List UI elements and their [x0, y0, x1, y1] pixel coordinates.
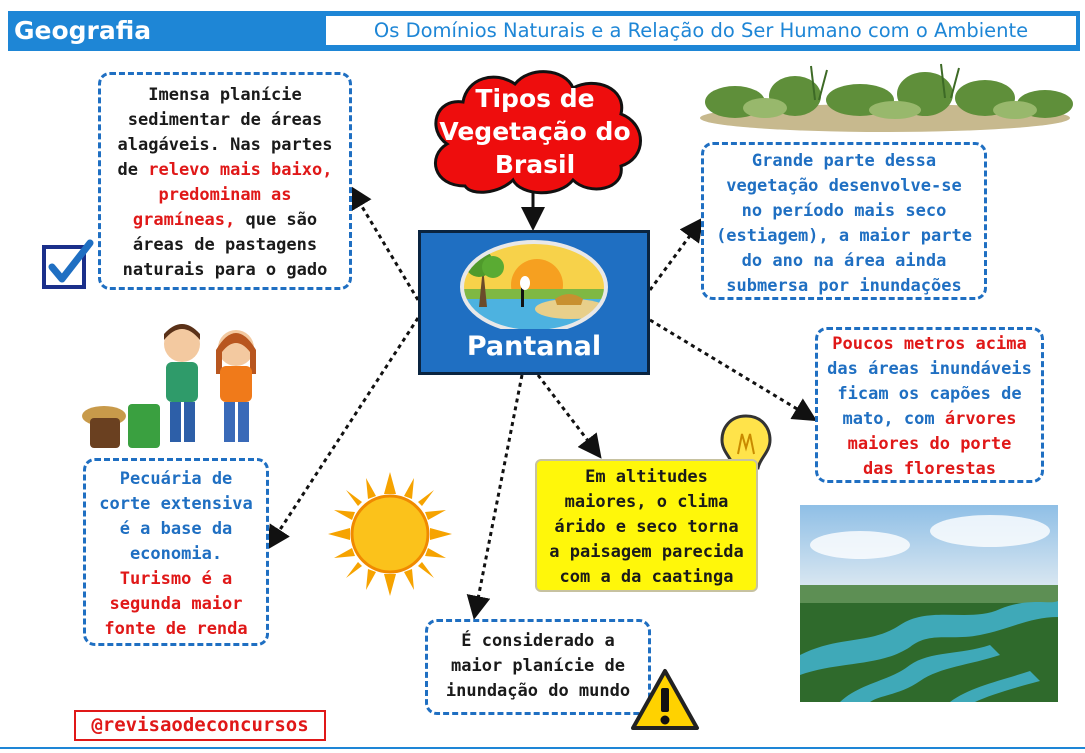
- arrow-to-caatinga: [538, 375, 598, 454]
- pantanal-aerial-photo: [800, 505, 1058, 702]
- text-line: ficam os capões de: [837, 384, 1022, 404]
- text-line: maior planície de: [451, 656, 625, 676]
- text-line: áreas de pastagens: [132, 235, 318, 255]
- title-line: Brasil: [494, 150, 576, 179]
- highlight-text: Poucos metros acima: [832, 334, 1027, 354]
- highlight-text: das florestas: [862, 459, 997, 479]
- text-line: das áreas inundáveis: [827, 359, 1032, 379]
- highlight-text: fonte de renda: [104, 619, 248, 639]
- highlight-text: Turismo é a: [119, 569, 233, 589]
- text-line: [818, 407, 1041, 432]
- pantanal-label: Pantanal: [466, 331, 602, 362]
- pantanal-center-box: [418, 230, 650, 375]
- info-box-inundacao: [425, 619, 651, 715]
- text-line: inundação do mundo: [445, 681, 631, 701]
- text-line: com a da caatinga: [559, 567, 734, 587]
- info-box-planicie: [98, 72, 352, 290]
- highlight-text: relevo mais baixo,: [148, 160, 333, 180]
- checkbox-icon: [42, 237, 98, 293]
- arrow-to-estiagem: [650, 222, 700, 290]
- text-line: Pecuária de: [119, 469, 233, 489]
- subject-title: Geografia: [14, 16, 152, 45]
- arrow-to-inundacao: [475, 375, 522, 614]
- text-segment: de: [117, 160, 149, 180]
- text-line: corte extensiva: [99, 494, 253, 514]
- bottom-rule: [0, 747, 1085, 749]
- text-line: [101, 208, 349, 233]
- text-line: a paisagem parecida: [549, 542, 744, 562]
- sun-icon: [328, 472, 452, 596]
- info-box-pecuaria: [83, 458, 269, 646]
- text-segment: que são: [235, 210, 318, 230]
- text-segment: mato, com: [842, 409, 945, 429]
- info-box-estiagem: [701, 142, 987, 300]
- text-line: é a base da: [119, 519, 233, 539]
- text-line: Em altitudes: [585, 467, 708, 487]
- highlight-text: predominam as: [158, 185, 292, 205]
- title-cloud-text: [430, 82, 640, 181]
- text-line: Grande parte dessa: [751, 151, 937, 171]
- highlight-text: árvores: [944, 409, 1017, 429]
- text-line: alagáveis. Nas partes: [117, 135, 333, 155]
- topic-title: Os Domínios Naturais e a Relação do Ser Humano com o Ambiente: [324, 14, 1078, 47]
- text-line: sedimentar de áreas: [127, 110, 323, 130]
- text-line: Imensa planície: [148, 85, 302, 105]
- text-line: É considerado a: [461, 631, 615, 651]
- wetland-vegetation-image: [695, 60, 1080, 140]
- highlight-text: maiores do porte: [847, 434, 1012, 454]
- text-line: economia.: [129, 544, 223, 564]
- highlight-text: gramíneas,: [132, 210, 236, 230]
- text-line: vegetação desenvolve-se: [726, 176, 962, 196]
- arrow-to-planicie: [352, 190, 418, 300]
- text-line: no período mais seco: [741, 201, 947, 221]
- arrow-to-capoes: [650, 320, 812, 418]
- text-line: do ano na área ainda: [741, 251, 947, 271]
- info-box-capoes: [815, 327, 1044, 483]
- title-line: Tipos de: [475, 84, 595, 113]
- text-line: submersa por inundações: [726, 276, 962, 296]
- text-line: naturais para o gado: [122, 260, 328, 280]
- text-line: (estiagem), a maior parte: [716, 226, 972, 246]
- author-tag: @revisaodeconcursos: [74, 710, 326, 741]
- text-line: árido e seco torna: [554, 517, 739, 537]
- pantanal-landscape-logo: [459, 237, 609, 329]
- highlight-text: segunda maior: [109, 594, 243, 614]
- text-line: maiores, o clima: [564, 492, 729, 512]
- warning-icon: [630, 668, 700, 732]
- text-line: [101, 158, 349, 183]
- title-line: Vegetação do: [439, 117, 631, 146]
- info-box-caatinga: [535, 459, 758, 592]
- tourists-illustration: [76, 322, 272, 450]
